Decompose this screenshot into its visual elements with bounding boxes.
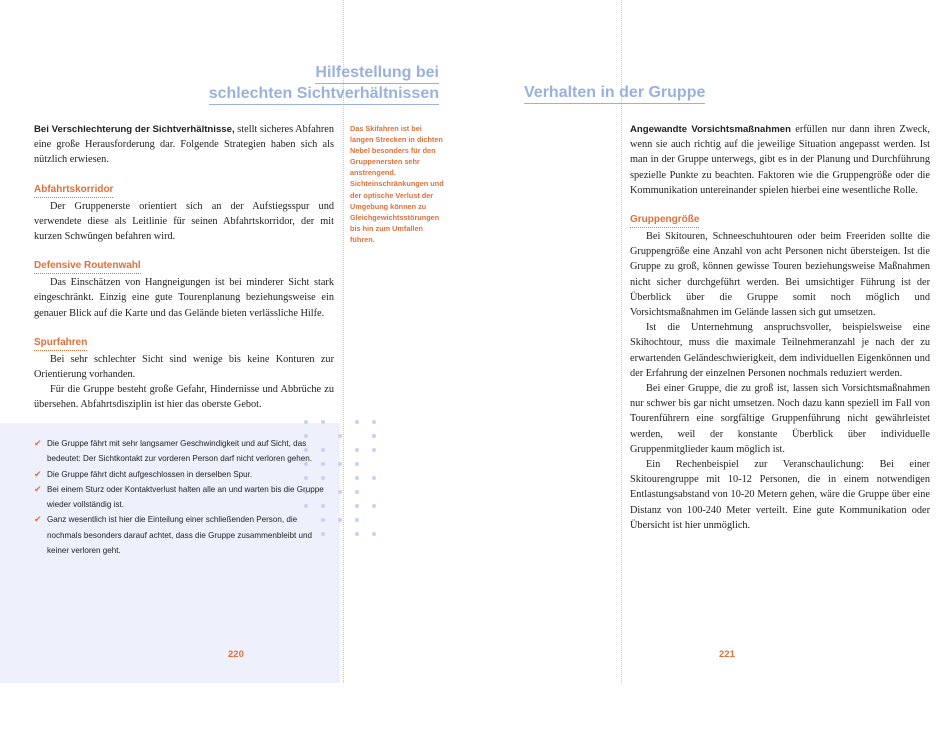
section-paragraph: Bei Skitouren, Schneeschuhtouren oder beim Freeriden sollte die Gruppengröße eine Anzahl von acht Personen nicht übersteigen. Ist die Gruppe zu groß, können gewisse Touren beziehungsweise Maßnahmen nicht sicher durchgeführt werden. Bei umsichtiger Führung ist der Überblick über die Gruppe somit noch möglich und Vorsichtsmaßnahmen im Gelände lassen sich gut umsetzen. (630, 231, 930, 319)
checklist (34, 436, 334, 558)
check-icon: ✔ (34, 468, 42, 479)
section-paragraph: Ein Rechenbeispiel zur Veranschaulichung: Bei einer Skitourengruppe mit 10-12 Personen, die in einem notwendigen Entlastungsabstand von 10-20 Metern gehen, wäre die Gruppe über eine Distanz von 100-240 Meter verteilt. Eine gute Kommunikation oder Übersicht ist hier unmöglich. (630, 459, 930, 531)
section-heading: Abfahrtskorridor (34, 183, 113, 198)
section-paragraph: Bei einer Gruppe, die zu groß ist, lassen sich Vorsichtsmaßnahmen nur schwer bis gar nicht umsetzen. Noch dazu kann speziell im Fall von Tourenführern eine sorgfältige Gruppenführung nicht gewährleistet werden, weil der konstante Überblick über individuelle Gruppenmitglieder kaum möglich ist. (630, 383, 930, 455)
check-icon: ✔ (34, 483, 42, 494)
left-page-title (179, 63, 439, 105)
checklist-item-text: Bei einem Sturz oder Kontaktverlust halten alle an und warten bis die Gruppe wieder vollständig ist. (47, 484, 324, 510)
check-icon: ✔ (34, 438, 42, 448)
section-gruppengroesse (630, 212, 930, 533)
checklist-item (34, 482, 334, 513)
section-heading: Spurfahren (34, 336, 87, 351)
section-paragraph: Das Einschätzen von Hangneigungen ist bei minderer Sicht stark eingeschränkt. Einzig eine gute Tourenplanung beziehungsweise ein genauer Blick auf die Karte und das Gelände bieten verlässliche Hilfe. (34, 277, 334, 319)
left-main-column (34, 122, 334, 413)
left-intro-rest: stellt sicheres Abfahren eine große Herausforderung dar. Folgende Strategien haben sich als nützlich erwiesen. (34, 124, 335, 166)
left-intro (34, 122, 334, 168)
checklist-item (34, 467, 334, 482)
right-intro-rest: erfüllen nur dann ihren Zweck, wenn sie auch richtig auf die jeweilige Situation angepasst werden. Ist man in der Gruppe unterwegs, gibt es in der Planung und Durchführung spezielle Punkte zu beachten. Faktoren wie die Gruppengröße oder die Kommunikation untereinander spielen hierbei eine wesentliche Rolle. (630, 124, 930, 196)
section-defensive-routenwahl (34, 258, 334, 321)
checklist-item-text: Ganz wesentlich ist hier die Einteilung einer schließenden Person, die nochmals besonders darauf achtet, dass die Gruppe zusammenbleibt und keiner verloren geht. (47, 515, 313, 556)
checklist-item-text: Die Gruppe fährt mit sehr langsamer Geschwindigkeit und auf Sicht, das bedeutet: Der Sichtkontakt zur vorderen Person darf nicht verloren gehen. (47, 439, 312, 464)
section-heading: Gruppengröße (630, 213, 699, 228)
checklist-item-text: Die Gruppe fährt dicht aufgeschlossen in derselben Spur. (47, 469, 253, 479)
page-number-left: 220 (228, 649, 244, 660)
section-paragraph: Ist die Unternehmung anspruchsvoller, beispielsweise eine Skihochtour, muss die maximale Teilnehmeranzahl je nach der zu erwartenden Geländeschwierigkeit, dem individuellen Eigenkönnen und der Erfahrung der einzelnen Personen nochmals reduziert werden. (630, 322, 930, 379)
title-line-2: schlechten Sichtverhältnissen (209, 84, 439, 105)
right-intro-lead: Angewandte Vorsichtsmaßnahmen (630, 124, 791, 135)
right-page-title (524, 83, 744, 104)
checklist-item (34, 436, 334, 467)
section-heading: Defensive Routenwahl (34, 259, 141, 274)
section-abfahrtskorridor (34, 182, 334, 245)
section-paragraph: Der Gruppenerste orientiert sich an der Aufstiegsspur und verwendete diese als Leitlinie für seinen Abfahrtskorridor, der mit kurzen Schwüngen befahren wird. (34, 200, 334, 243)
checklist-item (34, 512, 334, 558)
right-main-column (630, 122, 930, 533)
right-title-text: Verhalten in der Gruppe (524, 83, 705, 104)
left-intro-lead: Bei Verschlechterung der Sichtverhältnisse, (34, 124, 235, 135)
section-paragraph: Für die Gruppe besteht große Gefahr, Hindernisse und Abbrüche zu übersehen. Abfahrtsdisziplin ist hier das oberste Gebot. (34, 384, 334, 411)
section-paragraph: Bei sehr schlechter Sicht sind wenige bis keine Konturen zur Orientierung vorhanden. (34, 353, 334, 381)
title-line-1: Hilfestellung bei (315, 63, 439, 84)
page-number-right: 221 (719, 649, 735, 660)
right-intro (630, 122, 930, 198)
margin-note: Das Skifahren ist bei langen Strecken in dichten Nebel besonders für den Gruppenersten sehr anstrengend. Sichteinschränkungen und der optische Verlust der Umgebung können zu Gleichgewichtsstörungen bis hin zum Umfallen führen. (350, 124, 444, 244)
check-icon: ✔ (34, 514, 42, 525)
section-spurfahren (34, 335, 334, 413)
